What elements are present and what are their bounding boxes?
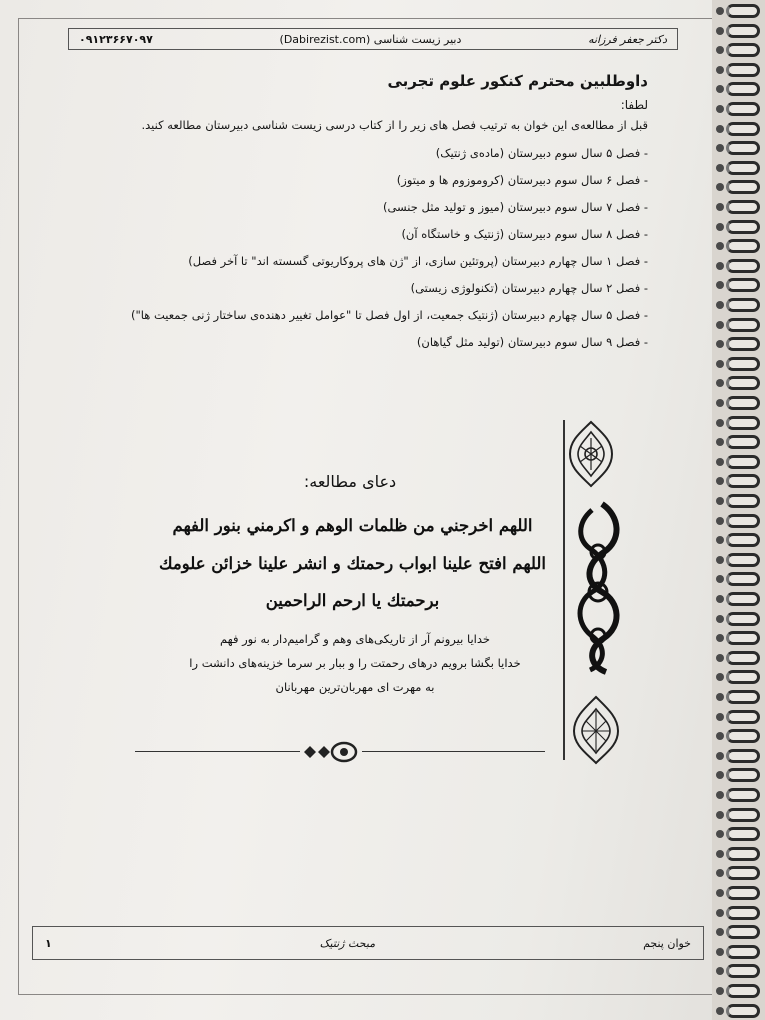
spiral-coil (726, 827, 760, 841)
list-item: - فصل ۷ سال سوم دبیرستان (میوز و تولید مثل جنسی) (382, 200, 648, 214)
greeting-heading: داوطلبین محترم کنکور علوم تجربی (387, 72, 648, 90)
spiral-coil (726, 572, 760, 586)
binding-hole (716, 7, 724, 15)
binding-hole (716, 301, 724, 309)
page-header (68, 28, 678, 50)
spiral-coil (726, 376, 760, 390)
persian-line: خدایا بگشا برویم درهای رحمتت را و ببار بر سرما خزینه‌های دانشت را (189, 656, 521, 670)
spiral-binding (712, 0, 765, 1020)
footer-topic: مبحث ژنتیک (319, 936, 376, 950)
spiral-coil (726, 592, 760, 606)
persian-line: خدایا بیرونم آر از تاریکی‌های وهم و گرامیم‌دار به نور فهم (220, 632, 490, 646)
page-footer (32, 926, 704, 960)
spiral-coil (726, 494, 760, 508)
binding-hole (716, 987, 724, 995)
binding-hole (716, 673, 724, 681)
binding-hole (716, 889, 724, 897)
binding-hole (716, 536, 724, 544)
binding-hole (716, 262, 724, 270)
spiral-coil (726, 690, 760, 704)
spiral-coil (726, 24, 760, 38)
binding-hole (716, 693, 724, 701)
spiral-coil (726, 180, 760, 194)
binding-hole (716, 967, 724, 975)
footer-section: خوان پنجم (643, 936, 691, 950)
binding-hole (716, 203, 724, 211)
arabic-line: برحمتك يا ارحم الراحمين (265, 591, 440, 610)
page-number: ۱ (45, 936, 52, 950)
binding-hole (716, 379, 724, 387)
spiral-coil (726, 4, 760, 18)
spiral-coil (726, 847, 760, 861)
binding-hole (716, 811, 724, 819)
spiral-coil (726, 866, 760, 880)
binding-hole (716, 27, 724, 35)
spiral-coil (726, 514, 760, 528)
binding-hole (716, 654, 724, 662)
list-item: - فصل ۶ سال سوم دبیرستان (کروموزوم ها و میتوز) (396, 173, 648, 187)
binding-hole (716, 85, 724, 93)
spiral-coil (726, 925, 760, 939)
spiral-coil (726, 102, 760, 116)
binding-hole (716, 850, 724, 858)
spiral-coil (726, 808, 760, 822)
header-phone: ۰۹۱۲۳۶۶۷۰۹۷ (79, 32, 153, 46)
spiral-coil (726, 278, 760, 292)
binding-hole (716, 771, 724, 779)
vertical-divider (563, 420, 565, 760)
binding-hole (716, 399, 724, 407)
spiral-coil (726, 945, 760, 959)
arabic-line: اللهم اخرجني من ظلمات الوهم و اكرمني بنور الفهم (172, 516, 533, 535)
binding-hole (716, 125, 724, 133)
binding-hole (716, 869, 724, 877)
spiral-coil (726, 710, 760, 724)
intro-section (100, 72, 648, 356)
spiral-coil (726, 82, 760, 96)
spiral-coil (726, 435, 760, 449)
list-item: - فصل ۹ سال سوم دبیرستان (تولید مثل گیاهان) (416, 335, 648, 349)
spiral-coil (726, 357, 760, 371)
ornament-top-icon (566, 420, 616, 488)
header-site: دبیر زیست شناسی (Dabirezist.com) (279, 32, 462, 46)
binding-hole (716, 477, 724, 485)
binding-hole (716, 752, 724, 760)
spiral-coil (726, 161, 760, 175)
ornament-bottom-icon (570, 695, 622, 765)
binding-hole (716, 497, 724, 505)
spiral-coil (726, 1004, 760, 1018)
spiral-coil (726, 788, 760, 802)
list-item: - فصل ۵ سال سوم دبیرستان (ماده‌ی ژنتیک) (435, 146, 648, 160)
binding-hole (716, 419, 724, 427)
spiral-coil (726, 964, 760, 978)
spiral-coil (726, 416, 760, 430)
spiral-coil (726, 63, 760, 77)
binding-hole (716, 321, 724, 329)
spiral-coil (726, 141, 760, 155)
spiral-coil (726, 220, 760, 234)
binding-hole (716, 1007, 724, 1015)
binding-hole (716, 634, 724, 642)
binding-hole (716, 360, 724, 368)
binding-hole (716, 948, 724, 956)
spiral-coil (726, 768, 760, 782)
spiral-coil (726, 122, 760, 136)
spiral-coil (726, 729, 760, 743)
binding-hole (716, 438, 724, 446)
binding-hole (716, 713, 724, 721)
spiral-coil (726, 886, 760, 900)
binding-hole (716, 732, 724, 740)
spiral-coil (726, 396, 760, 410)
spiral-coil (726, 670, 760, 684)
spiral-coil (726, 43, 760, 57)
binding-hole (716, 909, 724, 917)
spiral-coil (726, 318, 760, 332)
spiral-coil (726, 533, 760, 547)
arabic-line: اللهم افتح علينا ابواب رحمتك و انشر علينا خزائن علومك (158, 554, 547, 573)
persian-line: به مهرت ای مهربان‌ترین مهربانان (275, 680, 435, 694)
binding-hole (716, 458, 724, 466)
spiral-coil (726, 553, 760, 567)
chapter-list (100, 140, 648, 356)
spiral-coil (726, 984, 760, 998)
spiral-coil (726, 337, 760, 351)
divider-ornament-icon (300, 740, 362, 764)
list-item: - فصل ۵ سال چهارم دبیرستان (ژنتیک جمعیت، از اول فصل تا "عوامل تغییر دهنده‌ی ساختار ژنی جمعیت ها") (130, 308, 648, 322)
ornament-middle-icon (572, 500, 624, 675)
note-label: لطفا: (620, 98, 648, 112)
binding-hole (716, 830, 724, 838)
spiral-coil (726, 298, 760, 312)
binding-hole (716, 340, 724, 348)
binding-hole (716, 595, 724, 603)
binding-hole (716, 66, 724, 74)
spiral-coil (726, 631, 760, 645)
binding-hole (716, 164, 724, 172)
spiral-coil (726, 455, 760, 469)
spiral-coil (726, 749, 760, 763)
binding-hole (716, 556, 724, 564)
binding-hole (716, 242, 724, 250)
spiral-coil (726, 200, 760, 214)
header-author: دکتر جعفر فرزانه (588, 32, 667, 46)
list-item: - فصل ۲ سال چهارم دبیرستان (تکنولوژی زیستی) (410, 281, 648, 295)
list-item: - فصل ۸ سال سوم دبیرستان (ژنتیک و خاستگاه آن) (401, 227, 648, 241)
binding-hole (716, 615, 724, 623)
binding-hole (716, 105, 724, 113)
list-item: - فصل ۱ سال چهارم دبیرستان (پروتئین سازی، از "ژن های پروکاریوتی گسسته اند" تا آخر فصل) (188, 254, 648, 268)
binding-hole (716, 281, 724, 289)
spiral-coil (726, 259, 760, 273)
binding-hole (716, 223, 724, 231)
spiral-coil (726, 239, 760, 253)
binding-hole (716, 575, 724, 583)
intro-paragraph: قبل از مطالعه‌ی این خوان به ترتیب فصل های زیر را از کتاب درسی زیست شناسی دبیرستان مطالعه کنید. (141, 118, 648, 132)
binding-hole (716, 791, 724, 799)
binding-hole (716, 183, 724, 191)
prayer-title: دعای مطالعه: (303, 472, 397, 491)
binding-hole (716, 928, 724, 936)
spiral-coil (726, 474, 760, 488)
binding-hole (716, 46, 724, 54)
spiral-coil (726, 612, 760, 626)
binding-hole (716, 517, 724, 525)
spiral-coil (726, 906, 760, 920)
spiral-coil (726, 651, 760, 665)
binding-hole (716, 144, 724, 152)
